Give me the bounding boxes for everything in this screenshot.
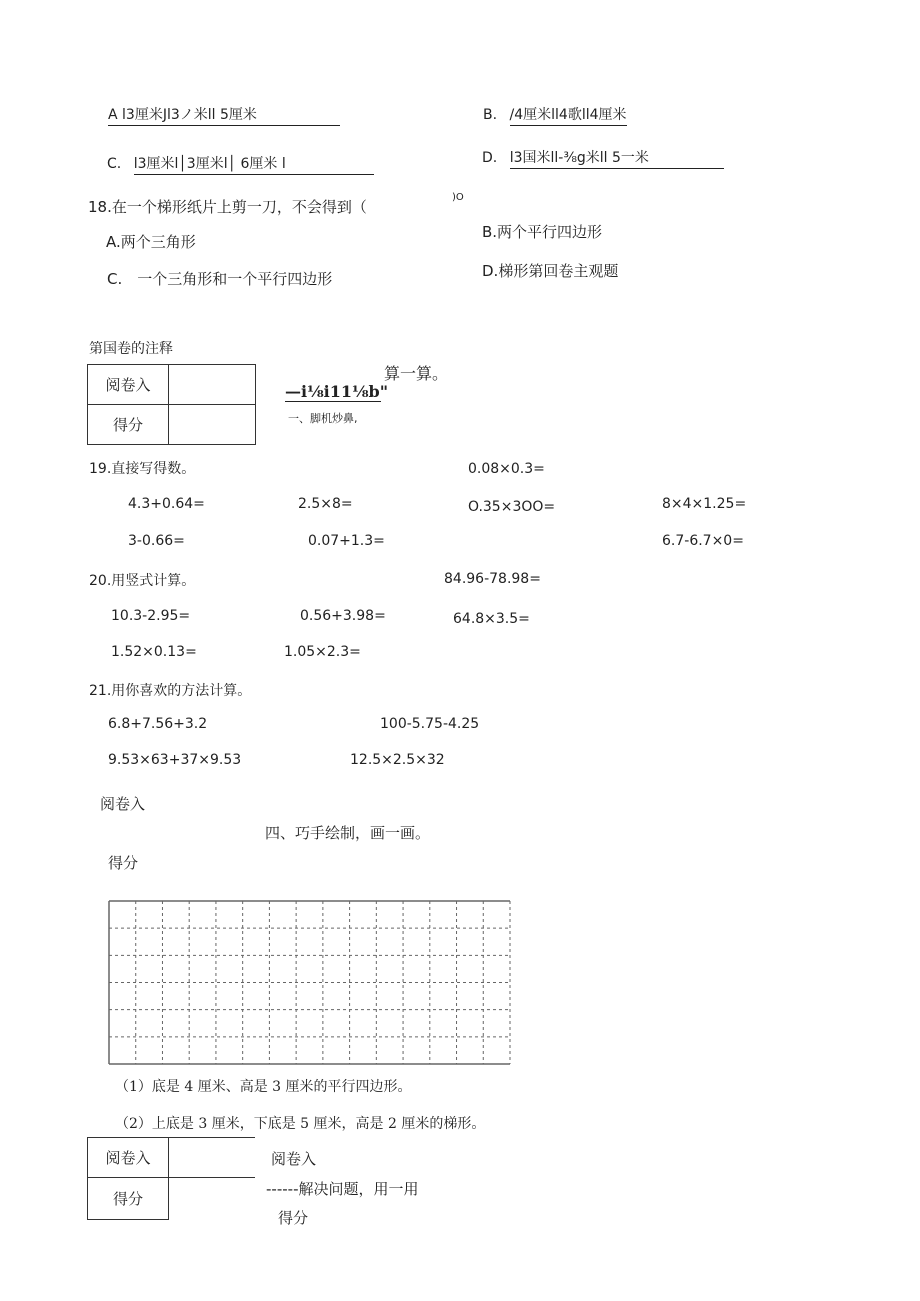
q17-option-a-text: A l3厘米Jl3ノ米ll 5厘米	[108, 104, 340, 126]
section5-score-label: 得分	[88, 1178, 169, 1220]
section4-task1: （1）底是 4 厘米、高是 3 厘米的平行四边形。	[115, 1079, 412, 1095]
section4-task2: （2）上底是 3 厘米，下底是 5 厘米，高是 2 厘米的梯形。	[115, 1116, 486, 1132]
q18-stem: 18.在一个梯形纸片上剪一刀，不会得到（	[88, 198, 367, 216]
q17-option-d-label: D.	[482, 150, 498, 166]
q17-option-b-label: B.	[483, 107, 498, 123]
section4-score-label: 得分	[108, 854, 139, 872]
q18-stem-end: )O	[452, 192, 464, 203]
q19-stem: 19.直接写得数。	[89, 461, 196, 477]
q21-item: 6.8+7.56+3.2	[108, 716, 208, 732]
q20-stem: 20.用竖式计算。	[89, 573, 196, 589]
section5-reviewer-cell	[169, 1138, 256, 1178]
section5-title: ------解决问题，用一用	[266, 1180, 419, 1198]
q19-item: O.35×3OO=	[468, 499, 556, 515]
section2-score-cell	[169, 405, 256, 445]
section5-reviewer-label: 阅卷入	[88, 1138, 169, 1178]
section5-reviewer2: 阅卷入	[271, 1150, 317, 1168]
q17-option-c	[107, 153, 374, 175]
section5-score-cell	[169, 1178, 256, 1220]
section2-reviewer-cell	[169, 365, 256, 405]
section2-title: 算一算。	[384, 364, 449, 383]
q19-item: 8×4×1.25=	[662, 496, 747, 512]
q20-item: 64.8×3.5=	[453, 611, 530, 627]
q18-option-c: C. 一个三角形和一个平行四边形	[107, 270, 333, 288]
q19-item: 3-0.66=	[128, 533, 185, 549]
q19-item: 4.3+0.64=	[128, 496, 205, 512]
q17-option-d-text: l3国米ll-⅜g米ll 5一米	[510, 147, 724, 169]
q18-option-b: B.两个平行四边形	[482, 223, 603, 241]
q17-option-d	[482, 147, 724, 169]
q17-option-b	[483, 104, 627, 126]
q21-item: 9.53×63+37×9.53	[108, 752, 242, 768]
drawing-grid[interactable]	[108, 900, 511, 1065]
section2-reviewer-label: 阅卷入	[88, 365, 169, 405]
q20-item: 1.52×0.13=	[111, 644, 197, 660]
q18-option-d: D.梯形第回卷主观题	[482, 262, 619, 280]
q20-item: 10.3-2.95=	[111, 608, 191, 624]
section4-reviewer-label: 阅卷入	[100, 795, 146, 813]
section5-score2: 得分	[278, 1209, 309, 1227]
section5-score-table	[87, 1137, 255, 1220]
q20-item: 1.05×2.3=	[284, 644, 361, 660]
q21-item: 12.5×2.5×32	[350, 752, 445, 768]
q21-stem: 21.用你喜欢的方法计算。	[89, 683, 252, 699]
q17-option-a	[108, 104, 340, 126]
q19-item: 0.08×0.3=	[468, 461, 545, 477]
q17-option-c-label: C.	[107, 156, 122, 172]
q20-item: 0.56+3.98=	[300, 608, 386, 624]
section2-garbled-heading: —i⅛i11⅛b"	[285, 382, 389, 401]
q17-option-b-text: /4厘米ll4歌ll4厘米	[510, 104, 627, 126]
section2-note: 第国卷的注释	[89, 341, 173, 357]
section2-score-label: 得分	[88, 405, 169, 445]
q20-item: 84.96-78.98=	[444, 571, 541, 587]
section4-title: 四、巧手绘制，画一画。	[265, 824, 431, 842]
q19-item: 2.5×8=	[298, 496, 353, 512]
q21-item: 100-5.75-4.25	[380, 716, 480, 732]
q19-item: 6.7-6.7×0=	[662, 533, 744, 549]
q17-option-c-text: l3厘米l│3厘米l│ 6厘米 l	[134, 153, 374, 175]
q19-item: 0.07+1.3=	[308, 533, 385, 549]
section2-subtitle: 一、脚机炒鼻,	[288, 412, 358, 425]
q18-option-a: A.两个三角形	[106, 233, 196, 251]
section2-score-table	[87, 364, 256, 445]
